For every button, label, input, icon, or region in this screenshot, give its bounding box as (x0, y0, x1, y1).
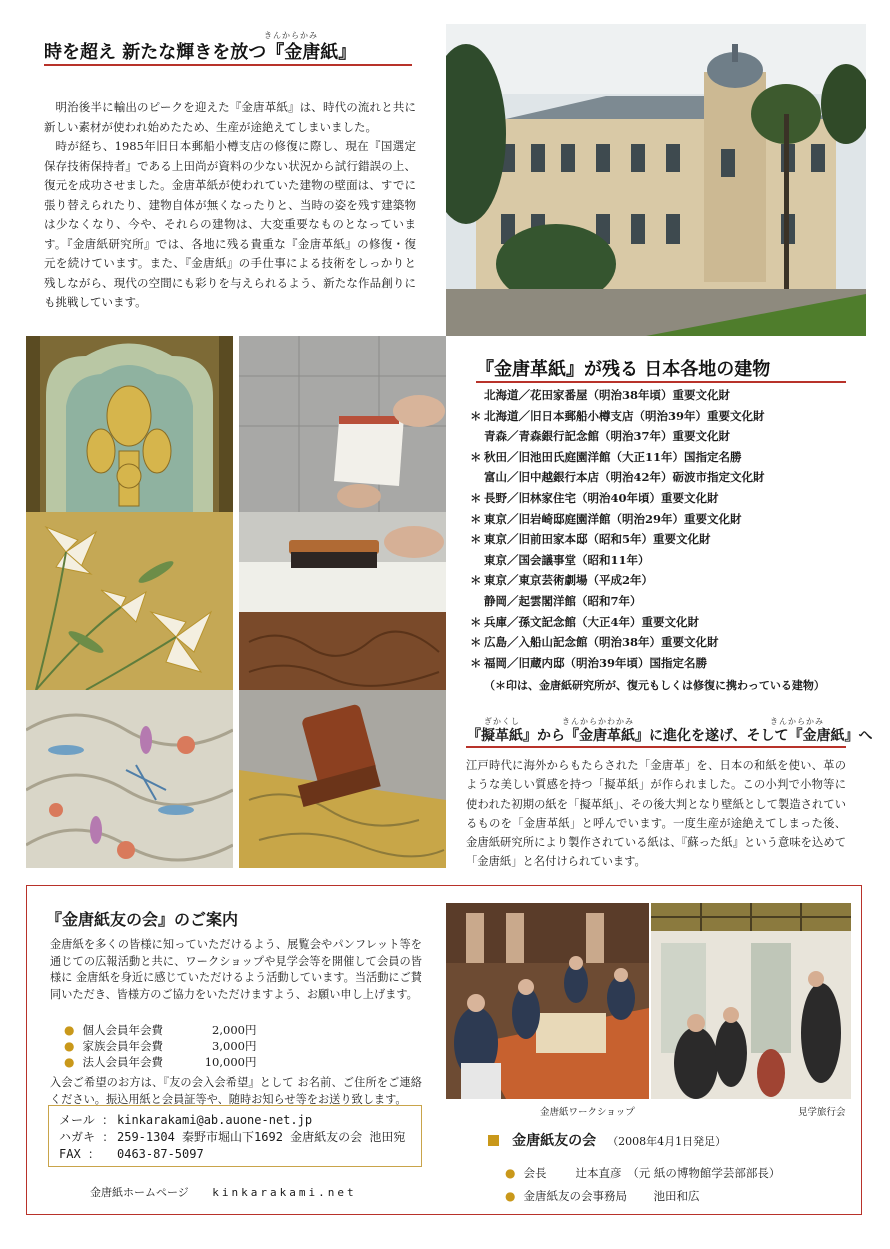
item-mark: ＊ (470, 490, 482, 505)
item-mark: ＊ (470, 532, 482, 547)
list-item (470, 488, 765, 509)
item-text: 福岡／旧蔵内邸（明治39年頃）国指定名勝 (484, 655, 708, 670)
ruby-gikakushi: ぎかくし (484, 717, 520, 726)
tour-caption: 見学旅行会 (798, 1107, 846, 1118)
list-item (470, 570, 765, 591)
evolution-text: 江戸時代に海外からもたらされた「金唐革」を、日本の和紙を使い、革のような美しい質感を持つ「擬革紙」が作られました。この小判で小物等に使われた初期の紙を「擬革紙」、その後大判となり壁紙として製造されているものを「金唐革紙」と呼んでいます。一度生産が途絶えてしまった後、金唐紙研究所により製作されている紙は、『蘇った紙』という意味を込めて「金唐紙」と名付けられています。 (466, 759, 846, 869)
evolution-underline (466, 746, 846, 748)
postal-address: 259-1304 秦野市堀山下1692 金唐紙友の会 池田宛 (117, 1130, 406, 1144)
homepage-label: 金唐紙ホームページ (90, 1186, 189, 1199)
association-header (488, 1130, 726, 1150)
fee-list (64, 1022, 256, 1070)
item-text: 秋田／旧池田氏庭園洋館（大正11年）国指定名勝 (484, 449, 742, 464)
intro-paragraph-1: 明治後半に輸出のピークを迎えた『金唐革紙』は、時代の流れと共に新しい素材が使われ始めたため、生産が途絶えてしまいました。 (44, 100, 416, 134)
item-mark: ＊ (470, 511, 482, 526)
item-text: 広島／入船山記念館（明治38年）重要文化財 (484, 635, 719, 650)
fee-amount: 2,000円 (212, 1023, 257, 1037)
item-text: 東京／東京芸術劇場（平成2年） (484, 573, 653, 588)
contact-fax (59, 1146, 411, 1163)
list-item (470, 653, 765, 674)
homepage-link[interactable]: kinkarakami.net (212, 1186, 357, 1199)
title-ruby: きんからかみ (264, 31, 318, 40)
officer-role: 金唐紙友の会事務局 (523, 1189, 627, 1203)
list-item (470, 550, 765, 571)
contact-postcard (59, 1129, 411, 1146)
fee-row (64, 1038, 256, 1054)
list-item (470, 447, 765, 468)
brushing-paper-photo (239, 512, 446, 690)
evolution-title: 『擬革紙』から『金唐革紙』に進化を遂げ、そして『金唐紙』へ (467, 728, 873, 744)
friends-title: 『金唐紙友の会』のご案内 (46, 910, 239, 929)
bullet-icon: ● (505, 1189, 516, 1203)
item-text: 兵庫／孫文記念館（大正4年）重要文化財 (484, 614, 699, 629)
contact-label: FAX ： (59, 1147, 100, 1161)
list-item (470, 406, 765, 427)
officer-name: 池田和広 (653, 1189, 700, 1203)
join-text: 入会ご希望のお方は、『友の会入会希望』として お名前、ご住所をご連絡ください。振込用紙と会員証等や、随時お知らせ等をお送り致します。 (50, 1076, 422, 1106)
fee-label: 個人会員年会費 (82, 1023, 163, 1037)
western-building-photo (446, 24, 866, 336)
association-founded: （2008年4月1日発足） (607, 1135, 727, 1148)
square-bullet-icon (488, 1135, 499, 1146)
contact-box (48, 1105, 422, 1167)
item-text: 青森／青森銀行記念館（明治37年）重要文化財 (484, 429, 731, 444)
homepage-line (90, 1184, 357, 1200)
item-text: 東京／旧前田家本邸（昭和5年）重要文化財 (484, 532, 711, 547)
item-text: 富山／旧中越銀行本店（明治42年）砺波市指定文化財 (484, 470, 765, 485)
workshop-caption: 金唐紙ワークショップ (540, 1107, 635, 1118)
officer-row (505, 1162, 780, 1185)
ruby-kinkarakami: きんからかみ (770, 717, 824, 726)
buildings-underline (476, 381, 846, 383)
list-item (470, 612, 765, 633)
friends-intro: 金唐紙を多くの皆様に知っていただけるよう、展覧会やパンフレット等を通じての広報活動と共に、ワークショップや見学会等を開催して会員の皆様に 金唐紙を身近に感じていただけるよう活動しています。当活動にご賛同いただき、皆様方のご協力をいただけますよう、お願い申し上げます。 (50, 938, 422, 1001)
study-tour-photo (651, 903, 851, 1099)
intro-text (44, 98, 416, 313)
item-mark: ＊ (470, 614, 482, 629)
fee-label: 家族会員年会費 (82, 1039, 163, 1053)
lily-pattern-photo (26, 512, 233, 690)
list-item (470, 509, 765, 530)
bullet-icon: ● (64, 1055, 75, 1069)
officers-list (505, 1162, 780, 1208)
intro-paragraph-2: 時が経ち、1985年旧日本郵船小樽支店の修復に際し、現在『国選定保存技術保持者』である上田尚が資料の少ない状況から試行錯誤の上、復元を成功させました。金唐革紙が使われていた建物の壁面は、すでに張り替えられたり、建物自体が無くなったりと、当時の姿を残す建築物は少なくなり、今や、それらの建物は、大変重要なものとなっています。『金唐紙研究所』では、各地に残る貴重な『金唐革紙』の修復・復元を続けています。また、『金唐紙』の手仕事による技術をしっかりと残しながら、現代の空間にも彩りを与えられるよう、新たな作品創りにも挑戦しています。 (44, 139, 416, 309)
item-text: 長野／旧林家住宅（明治40年頃）重要文化財 (484, 490, 719, 505)
contact-email (59, 1112, 411, 1129)
list-item (470, 529, 765, 550)
buildings-title: 『金唐革紙』が残る 日本各地の建物 (476, 359, 771, 380)
item-text: 北海道／旧日本郵船小樽支店（明治39年）重要文化財 (484, 408, 765, 423)
item-text: 東京／国会議事堂（昭和11年） (484, 552, 650, 567)
fax-number: 0463-87-5097 (117, 1147, 204, 1161)
officer-role: 会長 (523, 1166, 547, 1180)
fee-row (64, 1022, 256, 1038)
association-name: 金唐紙友の会 (512, 1133, 597, 1149)
dragonfly-pattern-photo (26, 690, 233, 868)
list-item (470, 632, 765, 653)
buildings-note: （＊印は、金唐紙研究所が、復元もしくは修復に携わっている建物） (484, 679, 825, 692)
item-text: 静岡／起雲閣洋館（昭和7年） (484, 593, 642, 608)
item-text: 東京／旧岩崎邸庭園洋館（明治29年）重要文化財 (484, 511, 742, 526)
officer-name: 辻本直彦 （元 紙の博物館学芸部部長） (575, 1166, 781, 1180)
item-mark: ＊ (470, 635, 482, 650)
email-link[interactable]: kinkarakami@ab.auone-net.jp (117, 1113, 313, 1127)
fee-row (64, 1054, 256, 1070)
item-mark: ＊ (470, 655, 482, 670)
bullet-icon: ● (64, 1023, 75, 1037)
list-item (470, 591, 765, 612)
item-mark: ＊ (470, 449, 482, 464)
list-item (470, 426, 765, 447)
item-mark: ＊ (470, 408, 482, 423)
list-item (470, 385, 765, 406)
fee-label: 法人会員年会費 (82, 1055, 163, 1069)
buildings-list (470, 385, 765, 673)
item-text: 北海道／花田家番屋（明治38年頃）重要文化財 (484, 388, 731, 402)
page-title: 時を超え 新たな輝きを放つ『金唐紙』 (44, 42, 357, 63)
officer-row (505, 1185, 780, 1208)
fee-amount: 3,000円 (212, 1039, 257, 1053)
kinkarakami-ornament-photo (26, 336, 233, 512)
bullet-icon: ● (64, 1039, 75, 1053)
list-item (470, 467, 765, 488)
fee-amount: 10,000円 (204, 1055, 257, 1069)
contact-label: ハガキ ： (59, 1130, 115, 1144)
title-underline (44, 64, 412, 66)
gold-leaf-photo (239, 690, 446, 868)
applying-paper-photo (239, 336, 446, 512)
item-mark: ＊ (470, 573, 482, 588)
contact-label: メール ： (59, 1113, 114, 1127)
workshop-photo (446, 903, 649, 1099)
ruby-kinkarakawakami: きんからかわかみ (562, 717, 634, 726)
bullet-icon: ● (505, 1166, 516, 1180)
